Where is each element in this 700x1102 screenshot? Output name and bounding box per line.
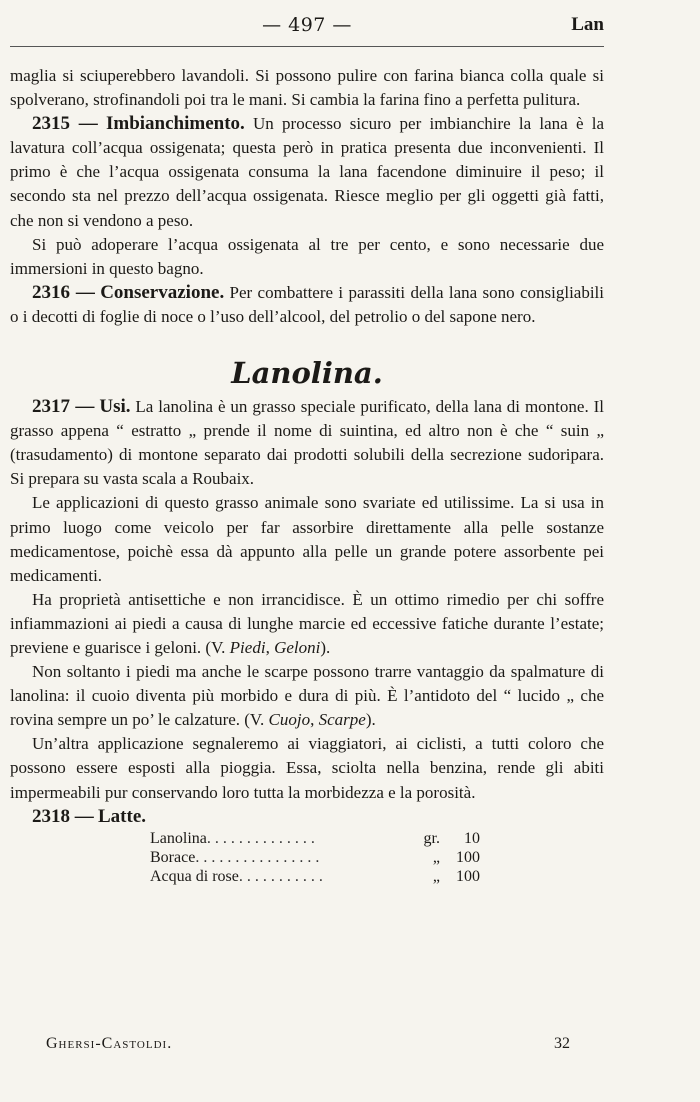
entry-heading: Usi. <box>99 396 131 418</box>
footer-author: Ghersi-Castoldi. <box>46 1035 173 1052</box>
recipe-unit: „ <box>432 848 440 866</box>
entry-2315-paragraph-2: Si può adoperare l’acqua ossigenata al tre per cento, e sono necessarie due immersioni in questo bagno. <box>10 234 604 278</box>
entry-heading: Imbianchimento. <box>105 113 245 135</box>
paragraph-text: ). <box>365 710 376 730</box>
page-body <box>10 64 604 886</box>
entry-heading: Latte. <box>98 805 147 827</box>
recipe-ingredient: Acqua di rose <box>150 867 239 885</box>
leader-dots: . . . . . . . . . . . . . . . . <box>195 848 320 866</box>
paragraph-text: ). <box>320 637 331 657</box>
section-title: Lanolina. <box>231 356 383 391</box>
leader-dots: . . . . . . . . . . . <box>238 867 323 885</box>
entry-2317 <box>10 395 604 491</box>
recipe-quantity: 10 <box>464 829 480 847</box>
recipe-ingredient: Borace <box>150 848 196 866</box>
page-footer <box>46 1035 570 1057</box>
continued-paragraph: maglia si sciuperebbero lavandoli. Si possono pulire con farina bianca colla quale si spolverano, strofinandoli poi tra le mani. Si cambia la farina fino a perfetta pulitura. <box>10 66 604 110</box>
leader-dots: . . . . . . . . . . . . . . <box>206 829 315 847</box>
recipe-row <box>150 829 480 848</box>
entry-2315 <box>10 112 604 232</box>
signature-mark: 32 <box>554 1035 570 1052</box>
entry-2317-paragraph-4 <box>10 660 604 732</box>
entry-2317-paragraph-2: Le applicazioni di questo grasso animale sono svariate ed utilissime. La si usa in primo luogo come veicolo per far assorbire direttamente alla pelle sostanze medicamentose, poichè essa dà appunto alla pelle un grande potere assorbente pei medicamenti. <box>10 493 604 585</box>
cross-reference: Scarpe <box>318 710 366 730</box>
entry-number: 2317 — <box>32 396 95 418</box>
page-header <box>10 14 604 44</box>
separator: , <box>310 710 319 730</box>
running-head: Lan <box>571 14 604 35</box>
paragraph-text: Ha proprietà antisettiche e non irrancidisce. È un ottimo rimedio per chi soffre infiammazioni ai piedi a causa di lunghe marcie ed eccessive fatiche durante l’estate; previene e guarisce i geloni. (V. <box>10 589 604 657</box>
recipe-unit: „ <box>432 867 440 885</box>
entry-number: 2318 — <box>32 805 94 827</box>
cross-reference: Piedi <box>229 637 266 657</box>
recipe-row <box>150 848 480 867</box>
entry-text: La lanolina è un grasso speciale purificato, della lana di montone. Il grasso appena “ estratto „ prende il nome di suintina, ed altro non è che “ suin „ (trasudamento) di montone separato dai prodotti solubili della secrezione sudoripara. Si prepara su vasta scala a Roubaix. <box>10 397 604 489</box>
page-number: — 497 — <box>262 14 352 36</box>
recipe-row <box>150 867 480 886</box>
recipe-ingredient: Lanolina <box>150 829 207 847</box>
recipe-quantity: 100 <box>456 848 480 866</box>
entry-2317-paragraph-5: Un’altra applicazione segnaleremo ai viaggiatori, ai ciclisti, a tutti coloro che possono essere esposti alla pioggia. Essa, sciolta nella benzina, rende gli abiti impermeabili pur conservando loro tutta la morbidezza e la porosità. <box>10 734 604 802</box>
entry-number: 2315 — <box>32 113 98 135</box>
recipe-quantity: 100 <box>456 867 480 885</box>
paragraph-text: Non soltanto i piedi ma anche le scarpe possono trarre vantaggio da spalmature di lanolina: il cuoio diventa più morbido e dura di più. È l’antidoto del “ lucido „ che rovina sempre un po’ le calzature. (V. <box>10 662 604 730</box>
entry-text: Per combattere i parassiti della lana sono consigliabili o i decotti di foglie di noce o l’uso dell’alcool, del petrolio o del sapone nero. <box>10 282 605 326</box>
entry-heading: Conservazione. <box>100 281 225 303</box>
entry-2316 <box>10 281 604 329</box>
entry-2318 <box>10 805 604 829</box>
entry-2317-paragraph-3 <box>10 588 604 660</box>
cross-reference: Cuojo <box>268 710 311 730</box>
entry-text: Un processo sicuro per imbianchire la lana è la lavatura coll’acqua ossigenata; questa però in pratica presenta due inconvenienti. Il primo è che l’acqua ossigenata consuma la lana facendone diminuire il peso; il secondo sta nel prezzo dell’acqua ossigenata. Riesce meglio per gli oggetti già fatti, che non si vendono a peso. <box>10 114 604 230</box>
entry-number: 2316 — <box>32 281 95 303</box>
header-rule <box>10 46 604 47</box>
cross-reference: Geloni <box>274 637 321 657</box>
recipe-unit: gr. <box>423 829 440 847</box>
separator: , <box>265 637 275 657</box>
recipe-list <box>150 829 604 886</box>
